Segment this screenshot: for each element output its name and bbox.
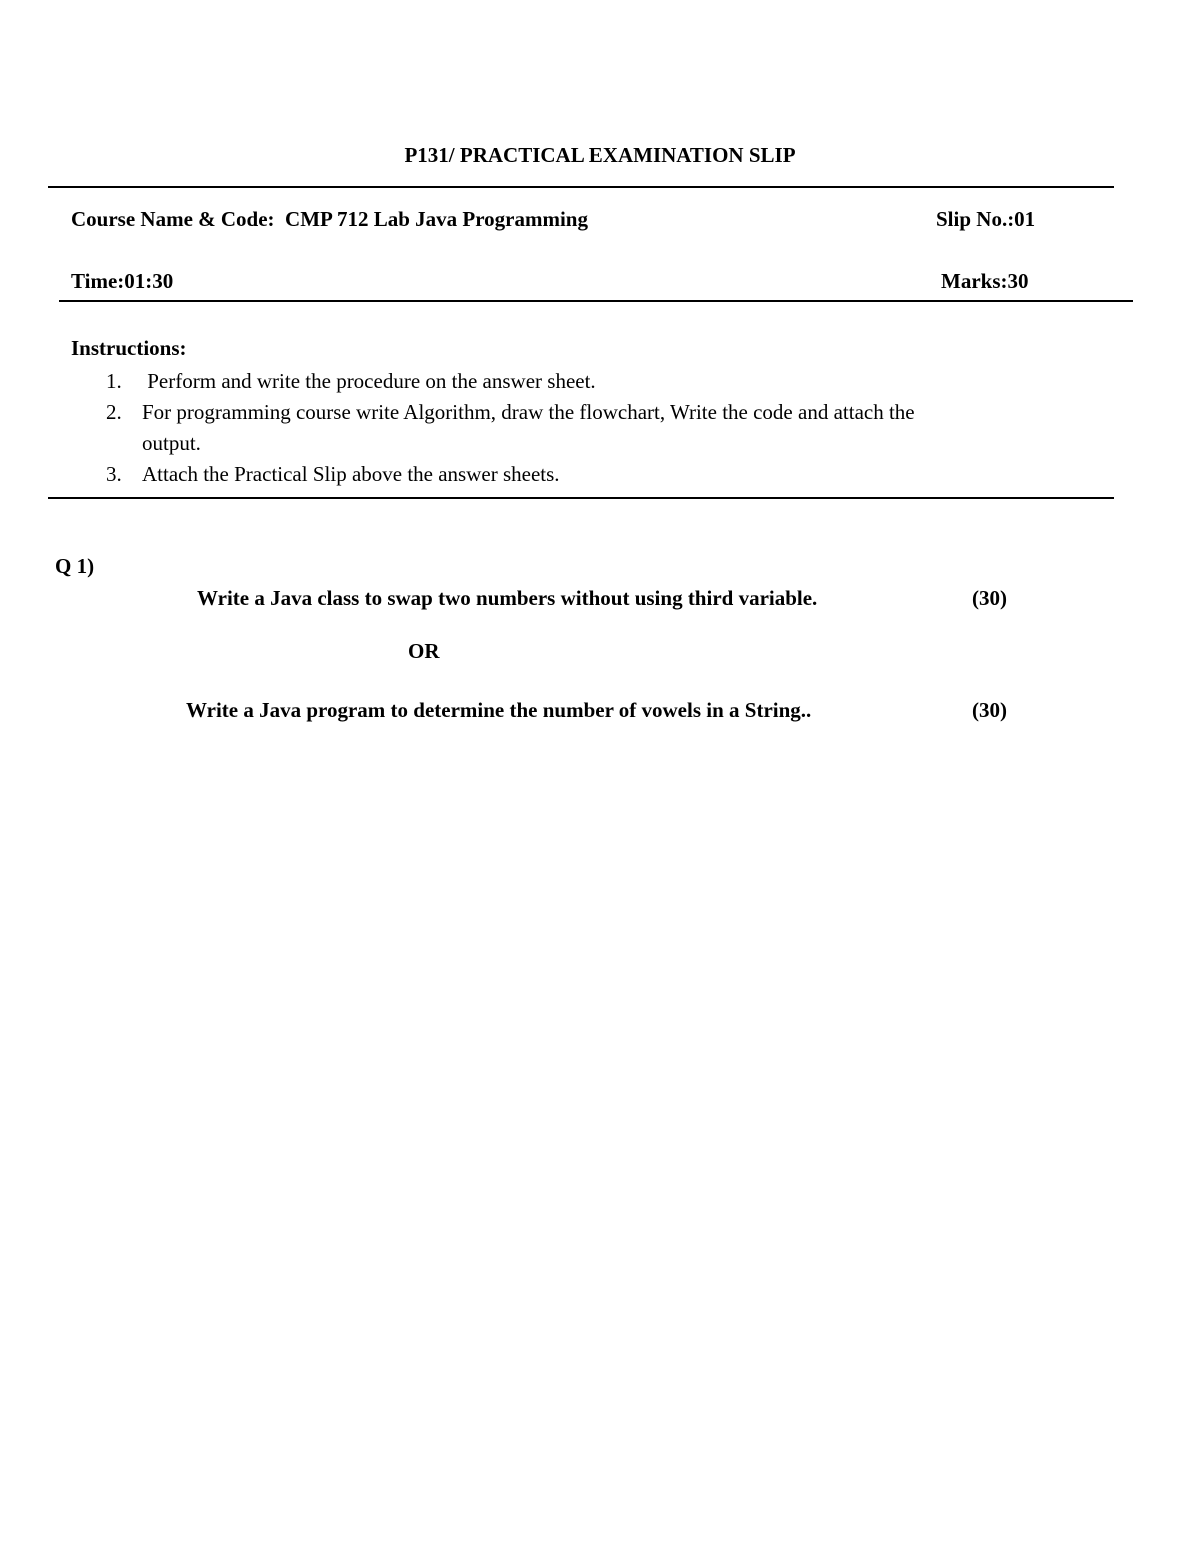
question-label: Q 1) <box>55 554 95 578</box>
instruction-item <box>71 366 931 397</box>
top-divider <box>48 186 1114 188</box>
question-or-separator: OR <box>408 639 440 663</box>
instruction-text: Perform and write the procedure on the answer sheet. <box>142 369 596 393</box>
header-divider <box>59 300 1133 302</box>
question-option-b-marks: (30) <box>972 698 1007 722</box>
instructions-heading: Instructions: <box>71 336 187 360</box>
question-option-a-marks: (30) <box>972 586 1007 610</box>
instruction-number: 3. <box>106 462 122 486</box>
slip-number: Slip No.:01 <box>936 207 1036 231</box>
marks-label: Marks:30 <box>941 269 1029 293</box>
instruction-text: Attach the Practical Slip above the answer sheets. <box>142 462 560 486</box>
instruction-number: 2. <box>106 400 122 424</box>
time-label: Time:01:30 <box>71 269 174 293</box>
course-label: Course Name & Code: <box>71 207 275 231</box>
course-value: CMP 712 Lab Java Programming <box>285 207 588 231</box>
page-title: P131/ PRACTICAL EXAMINATION SLIP <box>404 143 796 167</box>
instruction-item <box>71 397 931 459</box>
instructions-divider <box>48 497 1114 499</box>
instruction-item <box>71 459 931 490</box>
instruction-number: 1. <box>106 369 122 393</box>
question-option-a: Write a Java class to swap two numbers without using third variable. <box>197 586 818 610</box>
question-option-b: Write a Java program to determine the number of vowels in a String.. <box>186 698 812 722</box>
course-row <box>71 207 588 232</box>
instruction-text: For programming course write Algorithm, draw the flowchart, Write the code and attach the output. <box>142 400 915 455</box>
instructions-list <box>71 366 931 490</box>
